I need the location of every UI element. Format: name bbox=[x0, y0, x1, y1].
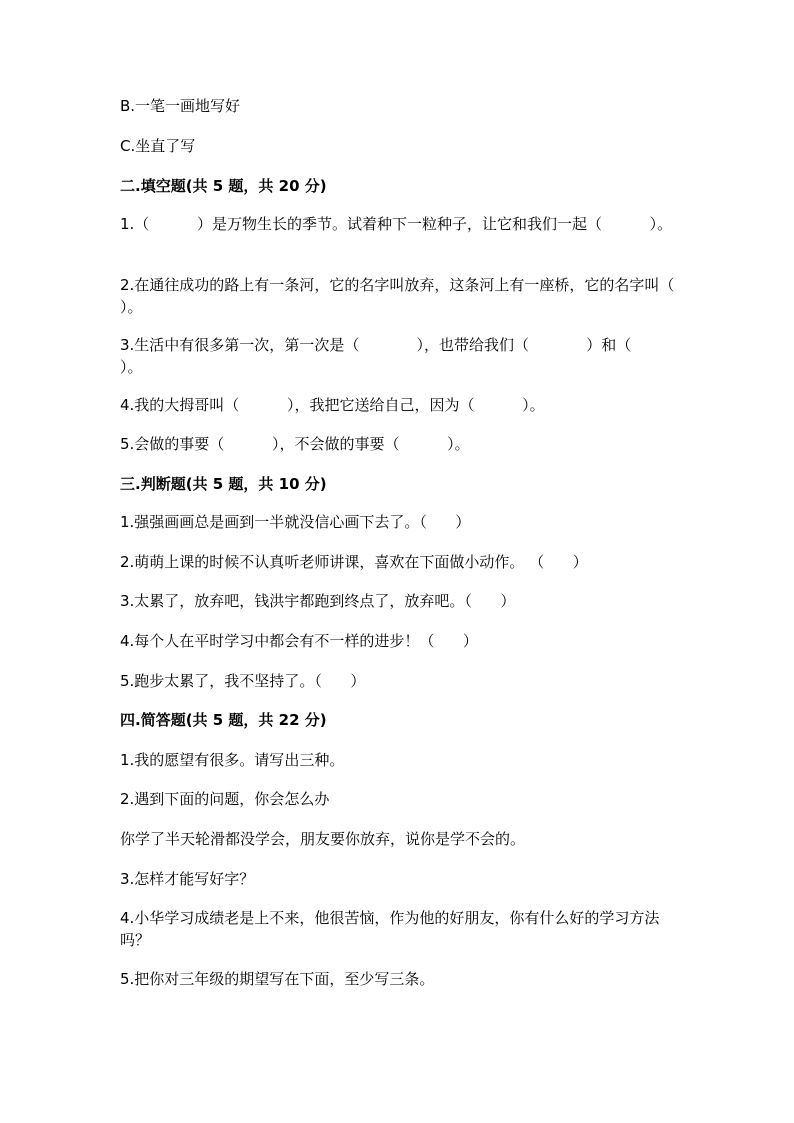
true-false-question-1: 1.强强画画总是画到一半就没信心画下去了。（ ） bbox=[120, 513, 471, 531]
short-answer-question-2: 2.遇到下面的问题，你会怎么办 bbox=[120, 790, 330, 808]
true-false-question-3: 3.太累了，放弃吧，钱洪宇都跑到终点了，放弃吧。（ ） bbox=[120, 592, 516, 610]
fill-blank-question-1: 1.（ ）是万物生长的季节。试着种下一粒种子，让它和我们一起（ ）。 bbox=[120, 215, 673, 233]
section-heading-short-answer: 四.简答题(共 5 题，共 22 分) bbox=[120, 711, 327, 729]
true-false-question-2: 2.萌萌上课的时候不认真听老师讲课，喜欢在下面做小动作。 （ ） bbox=[120, 553, 588, 571]
short-answer-question-1: 1.我的愿望有很多。请写出三种。 bbox=[120, 751, 345, 769]
section-heading-true-false: 三.判断题(共 5 题，共 10 分) bbox=[120, 475, 327, 493]
fill-blank-question-4: 4.我的大拇哥叫（ ），我把它送给自己，因为（ ）。 bbox=[120, 396, 545, 414]
short-answer-question-2-detail: 你学了半天轮滑都没学会，朋友要你放弃，说你是学不会的。 bbox=[120, 830, 526, 848]
section-heading-fill-blank: 二.填空题(共 5 题，共 20 分) bbox=[120, 177, 327, 195]
short-answer-question-5: 5.把你对三年级的期望写在下面，至少写三条。 bbox=[120, 970, 435, 988]
fill-blank-question-2: 2.在通往成功的路上有一条河，它的名字叫放弃，这条河上有一座桥，它的名字叫（ ）。 bbox=[120, 276, 723, 316]
choice-option-c: C.坐直了写 bbox=[120, 137, 196, 155]
fill-blank-question-5: 5.会做的事要（ ），不会做的事要（ ）。 bbox=[120, 435, 470, 453]
short-answer-question-4: 4.小华学习成绩老是上不来，他很苦恼，作为他的好朋友，你有什么好的学习方法吗？ bbox=[120, 909, 660, 949]
short-answer-question-3: 3.怎样才能写好字？ bbox=[120, 870, 255, 888]
choice-option-b: B.一笔一画地写好 bbox=[120, 97, 241, 115]
true-false-question-4: 4.每个人在平时学习中都会有不一样的进步！（ ） bbox=[120, 632, 478, 650]
fill-blank-question-3: 3.生活中有很多第一次，第一次是（ ），也带给我们（ ）和（ ）。 bbox=[120, 336, 689, 376]
true-false-question-5: 5.跑步太累了，我不坚持了。（ ） bbox=[120, 672, 366, 690]
